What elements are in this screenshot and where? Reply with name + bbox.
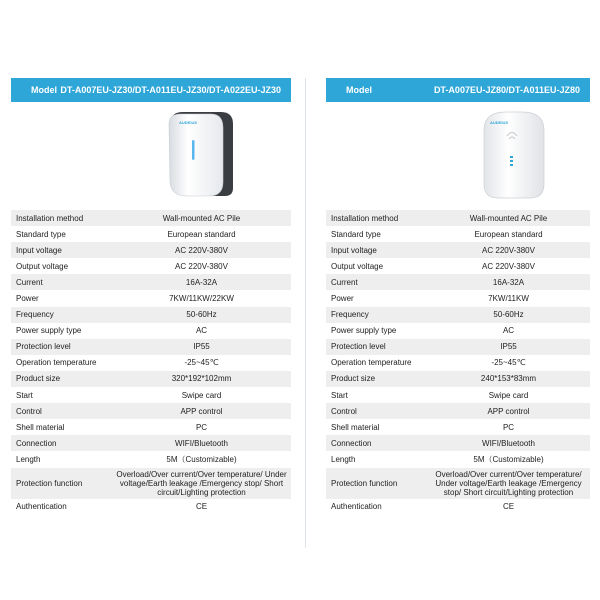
spec-row (326, 339, 590, 355)
spec-panel-right (326, 78, 590, 515)
spec-value: 5M（Customizable) (112, 451, 291, 467)
spec-row (11, 468, 291, 499)
spec-value: APP control (427, 403, 590, 419)
spec-key: Shell material (326, 419, 427, 435)
spec-key: Start (11, 387, 112, 403)
spec-key: Current (326, 274, 427, 290)
spec-key: Authentication (326, 499, 427, 515)
spec-value: IP55 (427, 339, 590, 355)
spec-key: Current (11, 274, 112, 290)
spec-key: Length (326, 451, 427, 467)
spec-row (11, 451, 291, 467)
spec-value: Swipe card (112, 387, 291, 403)
spec-row (11, 290, 291, 306)
spec-value: 50-60Hz (112, 307, 291, 323)
spec-value: AC (427, 323, 590, 339)
spec-value: Wall-mounted AC Pile (427, 210, 590, 226)
spec-value: AC 220V-380V (427, 242, 590, 258)
spec-table-left (11, 210, 291, 515)
brand-logo: AUDEIUS (490, 120, 509, 125)
spec-row (11, 387, 291, 403)
spec-row (326, 435, 590, 451)
spec-row (326, 290, 590, 306)
spec-row (326, 371, 590, 387)
spec-value: Swipe card (427, 387, 590, 403)
spec-row (11, 210, 291, 226)
spec-row (11, 499, 291, 515)
model-label: Model (31, 85, 57, 95)
spec-row (326, 355, 590, 371)
spec-key: Connection (11, 435, 112, 451)
spec-value: Wall-mounted AC Pile (112, 210, 291, 226)
model-header (11, 78, 291, 102)
spec-value: -25~45℃ (427, 355, 590, 371)
spec-key: Start (326, 387, 427, 403)
spec-value: 7KW/11KW/22KW (112, 290, 291, 306)
spec-key: Installation method (326, 210, 427, 226)
spec-value: AC (112, 323, 291, 339)
spec-table-right (326, 210, 590, 515)
spec-key: Protection function (326, 468, 427, 499)
spec-row (326, 451, 590, 467)
spec-value: 240*153*83mm (427, 371, 590, 387)
spec-row (326, 499, 590, 515)
spec-value: 320*192*102mm (112, 371, 291, 387)
spec-key: Protection level (11, 339, 112, 355)
spec-key: Product size (326, 371, 427, 387)
spec-key: Power (11, 290, 112, 306)
product-image-charger-right (326, 102, 590, 210)
spec-key: Power supply type (11, 323, 112, 339)
spec-value: AC 220V-380V (112, 242, 291, 258)
model-value: DT-A007EU-JZ80/DT-A011EU-JZ80 (433, 85, 580, 95)
spec-key: Authentication (11, 499, 112, 515)
spec-row (11, 355, 291, 371)
spec-value: 16A-32A (112, 274, 291, 290)
spec-key: Power supply type (326, 323, 427, 339)
spec-row (11, 307, 291, 323)
spec-key: Input voltage (11, 242, 112, 258)
spec-row (11, 339, 291, 355)
spec-value: European standard (112, 226, 291, 242)
model-label: Model (346, 85, 372, 95)
spec-row (326, 226, 590, 242)
spec-row (326, 307, 590, 323)
spec-value: APP control (112, 403, 291, 419)
spec-value: AC 220V-380V (427, 258, 590, 274)
spec-key: Shell material (11, 419, 112, 435)
model-value: DT-A007EU-JZ30/DT-A011EU-JZ30/DT-A022EU-JZ30 (60, 85, 281, 95)
spec-value: 7KW/11KW (427, 290, 590, 306)
spec-row (11, 323, 291, 339)
spec-row (326, 419, 590, 435)
spec-row (11, 242, 291, 258)
spec-key: Length (11, 451, 112, 467)
spec-value: European standard (427, 226, 590, 242)
spec-row (326, 468, 590, 499)
product-image-charger-left (11, 102, 291, 210)
spec-row (11, 419, 291, 435)
spec-key: Input voltage (326, 242, 427, 258)
spec-row (326, 387, 590, 403)
spec-row (11, 371, 291, 387)
spec-key: Connection (326, 435, 427, 451)
spec-value: WIFI/Bluetooth (112, 435, 291, 451)
spec-key: Standard type (11, 226, 112, 242)
spec-key: Operation temperature (326, 355, 427, 371)
spec-value: -25~45℃ (112, 355, 291, 371)
spec-value: 16A-32A (427, 274, 590, 290)
spec-row (11, 258, 291, 274)
spec-value: Overload/Over current/Over temperature/ Under voltage/Earth leakage /Emergency stop/ Short circuit/Lighting protection (427, 468, 590, 499)
charger-illustration (11, 102, 291, 210)
spec-value: PC (427, 419, 590, 435)
spec-row (326, 403, 590, 419)
spec-key: Control (326, 403, 427, 419)
spec-value: CE (112, 499, 291, 515)
spec-row (11, 403, 291, 419)
spec-key: Protection level (326, 339, 427, 355)
spec-key: Output voltage (326, 258, 427, 274)
spec-key: Installation method (11, 210, 112, 226)
spec-row (326, 258, 590, 274)
brand-logo: AUDEIUS (179, 120, 198, 125)
spec-key: Control (11, 403, 112, 419)
charger-illustration (326, 102, 590, 210)
spec-value: AC 220V-380V (112, 258, 291, 274)
spec-row (326, 274, 590, 290)
spec-value: PC (112, 419, 291, 435)
spec-panel-left (11, 78, 291, 515)
panel-divider (305, 78, 306, 548)
spec-key: Protection function (11, 468, 112, 499)
spec-key: Frequency (326, 307, 427, 323)
spec-value: 50-60Hz (427, 307, 590, 323)
spec-value: IP55 (112, 339, 291, 355)
spec-value: 5M（Customizable) (427, 451, 590, 467)
spec-row (11, 435, 291, 451)
spec-row (326, 242, 590, 258)
spec-value: WIFI/Bluetooth (427, 435, 590, 451)
spec-key: Frequency (11, 307, 112, 323)
spec-key: Standard type (326, 226, 427, 242)
model-header (326, 78, 590, 102)
spec-row (326, 210, 590, 226)
spec-row (326, 323, 590, 339)
spec-key: Operation temperature (11, 355, 112, 371)
spec-row (11, 274, 291, 290)
spec-key: Product size (11, 371, 112, 387)
spec-value: Overload/Over current/Over temperature/ Under voltage/Earth leakage /Emergency stop/ Short circuit/Lighting protection (112, 468, 291, 499)
spec-key: Output voltage (11, 258, 112, 274)
spec-row (11, 226, 291, 242)
spec-key: Power (326, 290, 427, 306)
spec-value: CE (427, 499, 590, 515)
